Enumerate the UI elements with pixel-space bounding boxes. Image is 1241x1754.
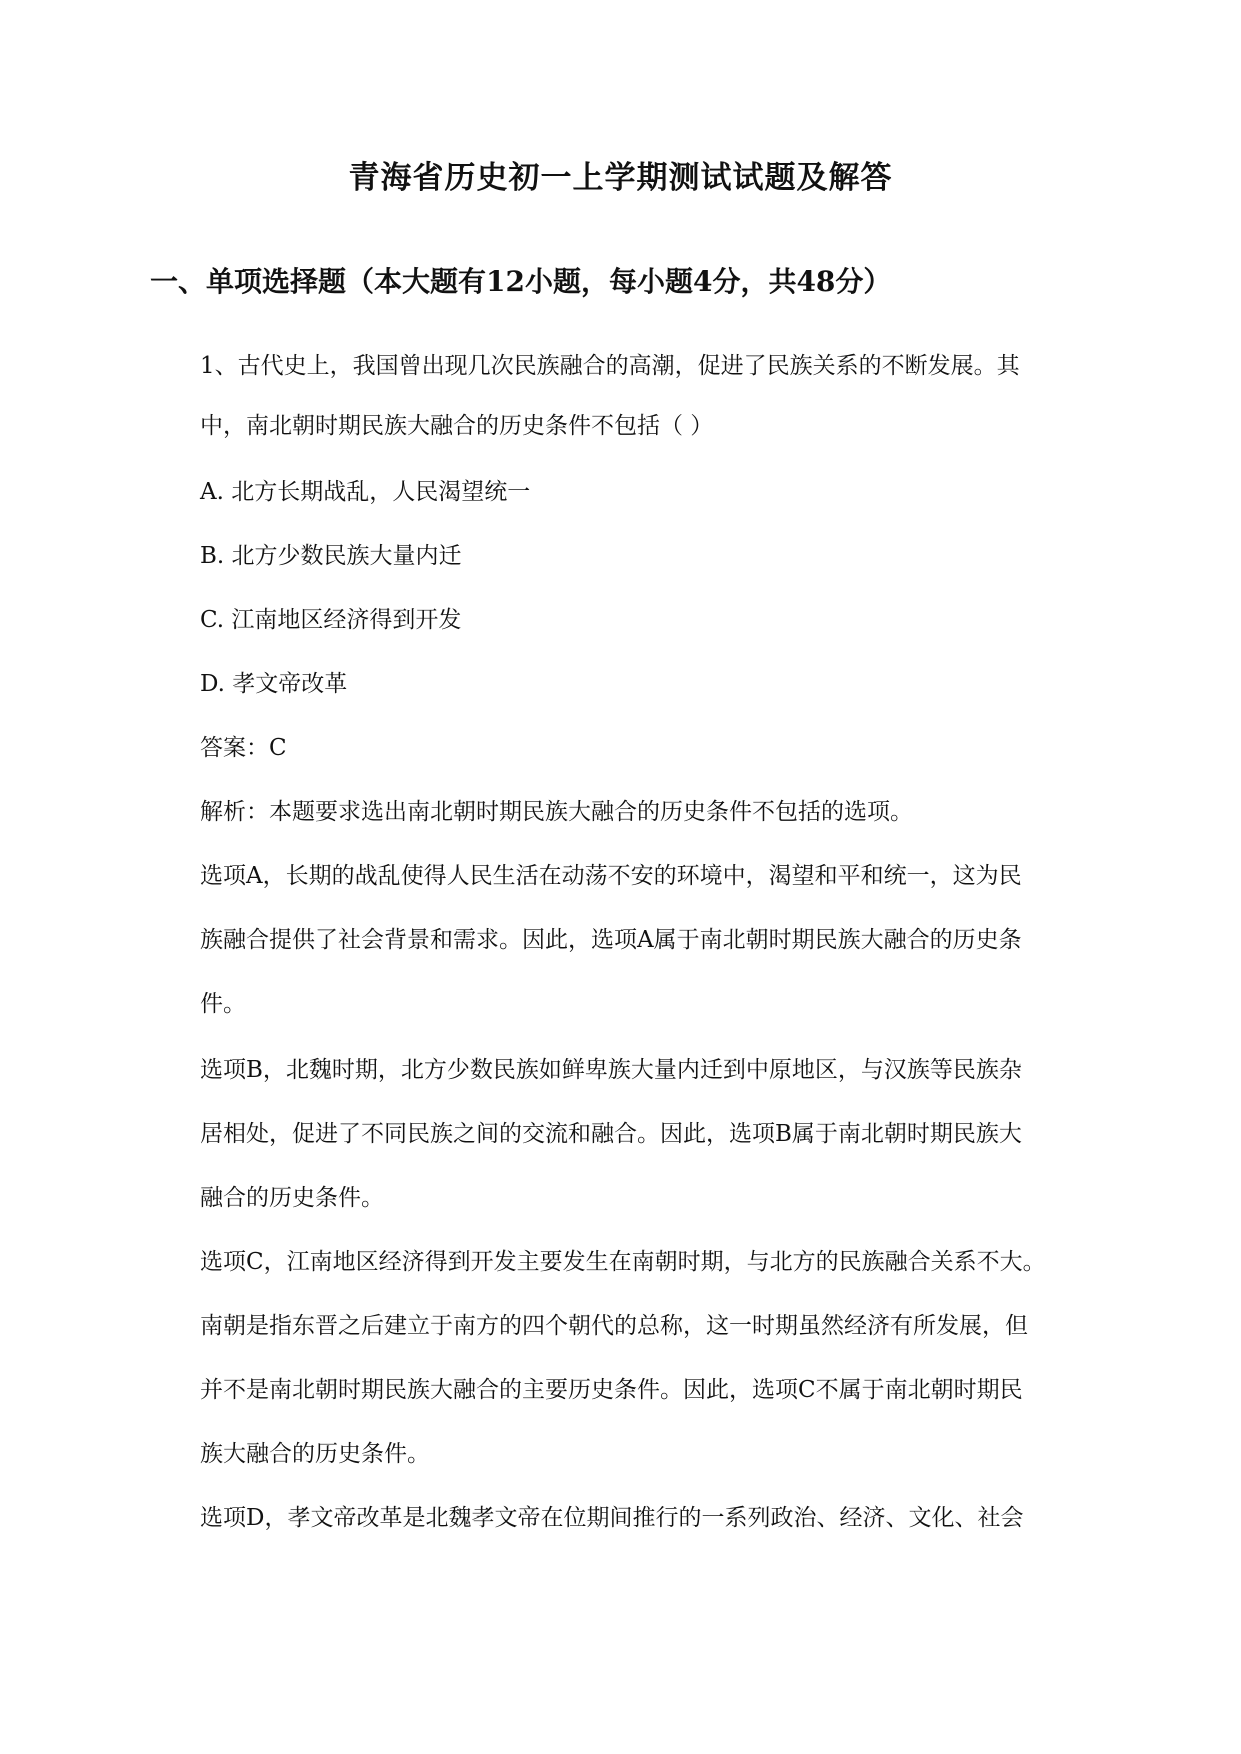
question-stem-line: 1、古代史上，我国曾出现几次民族融合的高潮，促进了民族关系的不断发展。其 (200, 353, 1020, 379)
explanation-b-line: 选项B，北魏时期，北方少数民族如鲜卑族大量内迁到中原地区，与汉族等民族杂 (200, 1057, 1022, 1083)
explanation-b-line: 融合的历史条件。 (200, 1185, 384, 1211)
explanation-c-line: 并不是南北朝时期民族大融合的主要历史条件。因此，选项C不属于南北朝时期民 (200, 1377, 1023, 1403)
explanation-a-line: 选项A，长期的战乱使得人民生活在动荡不安的环境中，渴望和平和统一，这为民 (200, 863, 1022, 889)
explanation-b-line: 居相处，促进了不同民族之间的交流和融合。因此，选项B属于南北朝时期民族大 (200, 1121, 1022, 1147)
section-heading: 一、单项选择题（本大题有12小题，每小题4分，共48分） (150, 265, 892, 298)
option-b: B. 北方少数民族大量内迁 (200, 543, 462, 569)
option-a: A. 北方长期战乱，人民渴望统一 (200, 479, 531, 505)
explanation-d-line: 选项D，孝文帝改革是北魏孝文帝在位期间推行的一系列政治、经济、文化、社会 (200, 1505, 1024, 1531)
explanation-a-line: 族融合提供了社会背景和需求。因此，选项A属于南北朝时期民族大融合的历史条 (200, 927, 1022, 953)
explanation-c-line: 族大融合的历史条件。 (200, 1441, 430, 1467)
option-d: D. 孝文帝改革 (200, 671, 348, 697)
explanation-c-line: 选项C，江南地区经济得到开发主要发生在南朝时期，与北方的民族融合关系不大。 (200, 1249, 1046, 1275)
answer-line: 答案：C (200, 735, 287, 761)
question-stem-line: 中，南北朝时期民族大融合的历史条件不包括（ ） (200, 413, 714, 439)
explanation-c-line: 南朝是指东晋之后建立于南方的四个朝代的总称，这一时期虽然经济有所发展，但 (200, 1313, 1028, 1339)
explanation-a-line: 件。 (200, 991, 246, 1017)
option-c: C. 江南地区经济得到开发 (200, 607, 462, 633)
analysis-intro: 解析：本题要求选出南北朝时期民族大融合的历史条件不包括的选项。 (200, 799, 913, 825)
document-title: 青海省历史初一上学期测试试题及解答 (348, 160, 893, 196)
